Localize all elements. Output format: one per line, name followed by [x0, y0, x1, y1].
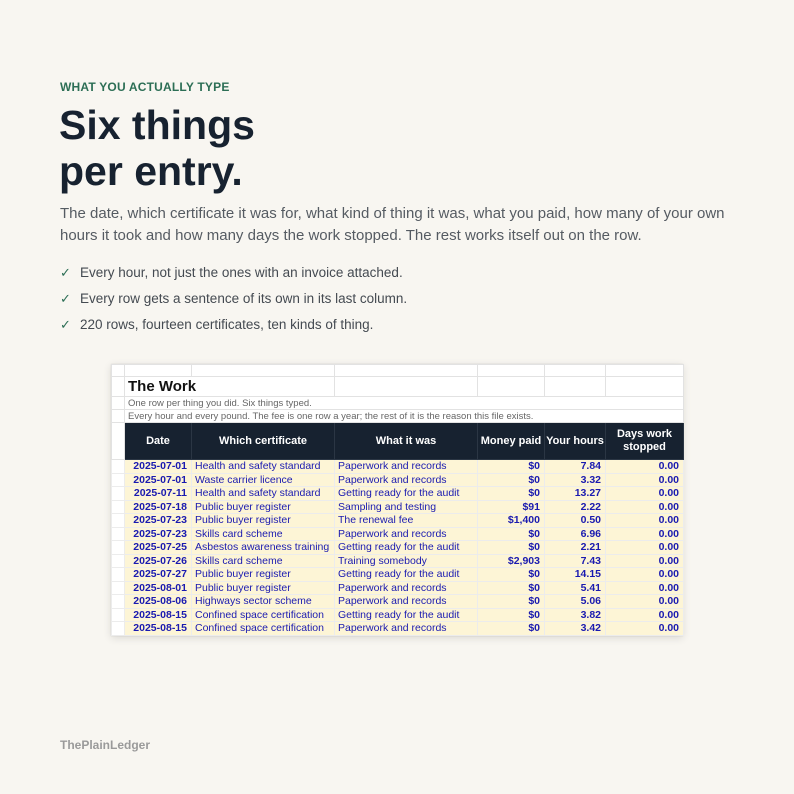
- date-cell[interactable]: 2025-07-23: [125, 514, 192, 528]
- sheet-note-row: [112, 410, 684, 423]
- what-cell[interactable]: Paperwork and records: [335, 527, 478, 541]
- eyebrow-label: WHAT YOU ACTUALLY TYPE: [60, 80, 230, 94]
- sheet-subtitle-row: [112, 397, 684, 410]
- row-gutter-cell: [112, 541, 125, 555]
- table-row: [112, 622, 684, 636]
- table-row: [112, 581, 684, 595]
- checklist-item: [60, 291, 407, 317]
- check-icon: ✓: [60, 317, 71, 332]
- hours-cell[interactable]: 2.21: [545, 541, 606, 555]
- hours-cell[interactable]: 14.15: [545, 568, 606, 582]
- days-stopped-cell[interactable]: 0.00: [606, 568, 684, 582]
- certificate-cell[interactable]: Confined space certification: [192, 608, 335, 622]
- date-cell[interactable]: 2025-07-11: [125, 487, 192, 501]
- days-stopped-cell[interactable]: 0.00: [606, 527, 684, 541]
- column-header-money[interactable]: Money paid: [478, 423, 545, 460]
- sheet-title-row: [112, 377, 684, 397]
- days-stopped-cell[interactable]: 0.00: [606, 608, 684, 622]
- sheet-note[interactable]: Every hour and every pound. The fee is one row a year; the rest of it is the reason this file exists.: [125, 410, 684, 423]
- hours-cell[interactable]: 0.50: [545, 514, 606, 528]
- what-cell[interactable]: The renewal fee: [335, 514, 478, 528]
- table-row: [112, 514, 684, 528]
- certificate-cell[interactable]: Public buyer register: [192, 568, 335, 582]
- money-cell[interactable]: $0: [478, 568, 545, 582]
- spacer-row: [112, 365, 684, 377]
- checklist-item: [60, 317, 407, 343]
- row-gutter-cell: [112, 487, 125, 501]
- row-gutter-cell: [112, 500, 125, 514]
- certificate-cell[interactable]: Skills card scheme: [192, 554, 335, 568]
- sheet-title[interactable]: The Work: [125, 377, 335, 397]
- brand-wordmark: ThePlainLedger: [60, 738, 151, 752]
- money-cell[interactable]: $0: [478, 541, 545, 555]
- column-header-row: [112, 423, 684, 460]
- days-stopped-cell[interactable]: 0.00: [606, 487, 684, 501]
- table-row: [112, 460, 684, 474]
- hours-cell[interactable]: 5.41: [545, 581, 606, 595]
- hours-cell[interactable]: 6.96: [545, 527, 606, 541]
- date-cell[interactable]: 2025-07-27: [125, 568, 192, 582]
- money-cell[interactable]: $0: [478, 595, 545, 609]
- money-cell[interactable]: $0: [478, 473, 545, 487]
- date-cell[interactable]: 2025-07-23: [125, 527, 192, 541]
- date-cell[interactable]: 2025-07-01: [125, 460, 192, 474]
- certificate-cell[interactable]: Asbestos awareness training: [192, 541, 335, 555]
- what-cell[interactable]: Getting ready for the audit: [335, 568, 478, 582]
- hours-cell[interactable]: 7.84: [545, 460, 606, 474]
- certificate-cell[interactable]: Highways sector scheme: [192, 595, 335, 609]
- table-row: [112, 608, 684, 622]
- column-header-what[interactable]: What it was: [335, 423, 478, 460]
- table-row: [112, 541, 684, 555]
- column-header-certificate[interactable]: Which certificate: [192, 423, 335, 460]
- hours-cell[interactable]: 3.32: [545, 473, 606, 487]
- check-icon: ✓: [60, 291, 71, 306]
- lede-paragraph: The date, which certificate it was for, what kind of thing it was, what you paid, how many of your own hours it took and how many days the work stopped. The rest works itself out on the row.: [60, 205, 725, 244]
- what-cell[interactable]: Paperwork and records: [335, 460, 478, 474]
- what-cell[interactable]: Sampling and testing: [335, 500, 478, 514]
- money-cell[interactable]: $2,903: [478, 554, 545, 568]
- table-row: [112, 595, 684, 609]
- row-gutter-cell: [112, 581, 125, 595]
- column-header-date[interactable]: Date: [125, 423, 192, 460]
- sheet-subtitle[interactable]: One row per thing you did. Six things typed.: [125, 397, 684, 410]
- page-title-line-1: Six things: [59, 102, 255, 148]
- check-icon: ✓: [60, 265, 71, 280]
- days-stopped-cell[interactable]: 0.00: [606, 622, 684, 636]
- date-cell[interactable]: 2025-08-15: [125, 608, 192, 622]
- hours-cell[interactable]: 3.42: [545, 622, 606, 636]
- money-cell[interactable]: $0: [478, 622, 545, 636]
- page-title: [59, 102, 255, 194]
- what-cell[interactable]: Paperwork and records: [335, 595, 478, 609]
- what-cell[interactable]: Paperwork and records: [335, 581, 478, 595]
- certificate-cell[interactable]: Public buyer register: [192, 514, 335, 528]
- checklist-item: [60, 265, 407, 291]
- certificate-cell[interactable]: Skills card scheme: [192, 527, 335, 541]
- table-row: [112, 527, 684, 541]
- money-cell[interactable]: $0: [478, 487, 545, 501]
- row-gutter-cell: [112, 568, 125, 582]
- date-cell[interactable]: 2025-07-01: [125, 473, 192, 487]
- hours-cell[interactable]: 13.27: [545, 487, 606, 501]
- certificate-cell[interactable]: Health and safety standard: [192, 460, 335, 474]
- hours-cell[interactable]: 2.22: [545, 500, 606, 514]
- row-gutter-cell: [112, 514, 125, 528]
- days-stopped-cell[interactable]: 0.00: [606, 514, 684, 528]
- money-cell[interactable]: $91: [478, 500, 545, 514]
- feature-checklist: [60, 265, 407, 343]
- money-cell[interactable]: $0: [478, 460, 545, 474]
- table-row: [112, 568, 684, 582]
- hours-cell[interactable]: 3.82: [545, 608, 606, 622]
- table-row: [112, 554, 684, 568]
- checklist-item-text: Every hour, not just the ones with an invoice attached.: [80, 265, 403, 280]
- hours-cell[interactable]: 5.06: [545, 595, 606, 609]
- money-cell[interactable]: $0: [478, 527, 545, 541]
- row-gutter-cell: [112, 622, 125, 636]
- days-stopped-cell[interactable]: 0.00: [606, 581, 684, 595]
- date-cell[interactable]: 2025-07-26: [125, 554, 192, 568]
- table-row: [112, 487, 684, 501]
- table-row: [112, 500, 684, 514]
- what-cell[interactable]: Getting ready for the audit: [335, 541, 478, 555]
- checklist-item-text: 220 rows, fourteen certificates, ten kinds of thing.: [80, 317, 374, 332]
- date-cell[interactable]: 2025-08-01: [125, 581, 192, 595]
- days-stopped-cell[interactable]: 0.00: [606, 460, 684, 474]
- certificate-cell[interactable]: Confined space certification: [192, 622, 335, 636]
- spreadsheet-preview: [111, 364, 683, 636]
- money-cell[interactable]: $1,400: [478, 514, 545, 528]
- table-body: [112, 460, 684, 636]
- certificate-cell[interactable]: Public buyer register: [192, 581, 335, 595]
- money-cell[interactable]: $0: [478, 608, 545, 622]
- days-stopped-cell[interactable]: 0.00: [606, 541, 684, 555]
- row-gutter-cell: [112, 527, 125, 541]
- certificate-cell[interactable]: Public buyer register: [192, 500, 335, 514]
- certificate-cell[interactable]: Health and safety standard: [192, 487, 335, 501]
- days-stopped-cell[interactable]: 0.00: [606, 554, 684, 568]
- what-cell[interactable]: Getting ready for the audit: [335, 487, 478, 501]
- table-row: [112, 473, 684, 487]
- row-gutter-cell: [112, 460, 125, 474]
- days-stopped-cell[interactable]: 0.00: [606, 595, 684, 609]
- row-gutter-cell: [112, 554, 125, 568]
- what-cell[interactable]: Training somebody: [335, 554, 478, 568]
- date-cell[interactable]: 2025-07-18: [125, 500, 192, 514]
- what-cell[interactable]: Getting ready for the audit: [335, 608, 478, 622]
- money-cell[interactable]: $0: [478, 581, 545, 595]
- column-header-hours[interactable]: Your hours: [545, 423, 606, 460]
- hours-cell[interactable]: 7.43: [545, 554, 606, 568]
- what-cell[interactable]: Paperwork and records: [335, 473, 478, 487]
- date-cell[interactable]: 2025-07-25: [125, 541, 192, 555]
- page-title-line-2: per entry.: [59, 148, 243, 194]
- what-cell[interactable]: Paperwork and records: [335, 622, 478, 636]
- checklist-item-text: Every row gets a sentence of its own in its last column.: [80, 291, 408, 306]
- certificate-cell[interactable]: Waste carrier licence: [192, 473, 335, 487]
- date-cell[interactable]: 2025-08-06: [125, 595, 192, 609]
- row-gutter-cell: [112, 608, 125, 622]
- days-stopped-cell[interactable]: 0.00: [606, 473, 684, 487]
- days-stopped-cell[interactable]: 0.00: [606, 500, 684, 514]
- work-table: [111, 364, 684, 636]
- row-gutter-cell: [112, 473, 125, 487]
- date-cell[interactable]: 2025-08-15: [125, 622, 192, 636]
- row-gutter-cell: [112, 595, 125, 609]
- column-header-days-stopped[interactable]: Days work stopped: [606, 423, 684, 460]
